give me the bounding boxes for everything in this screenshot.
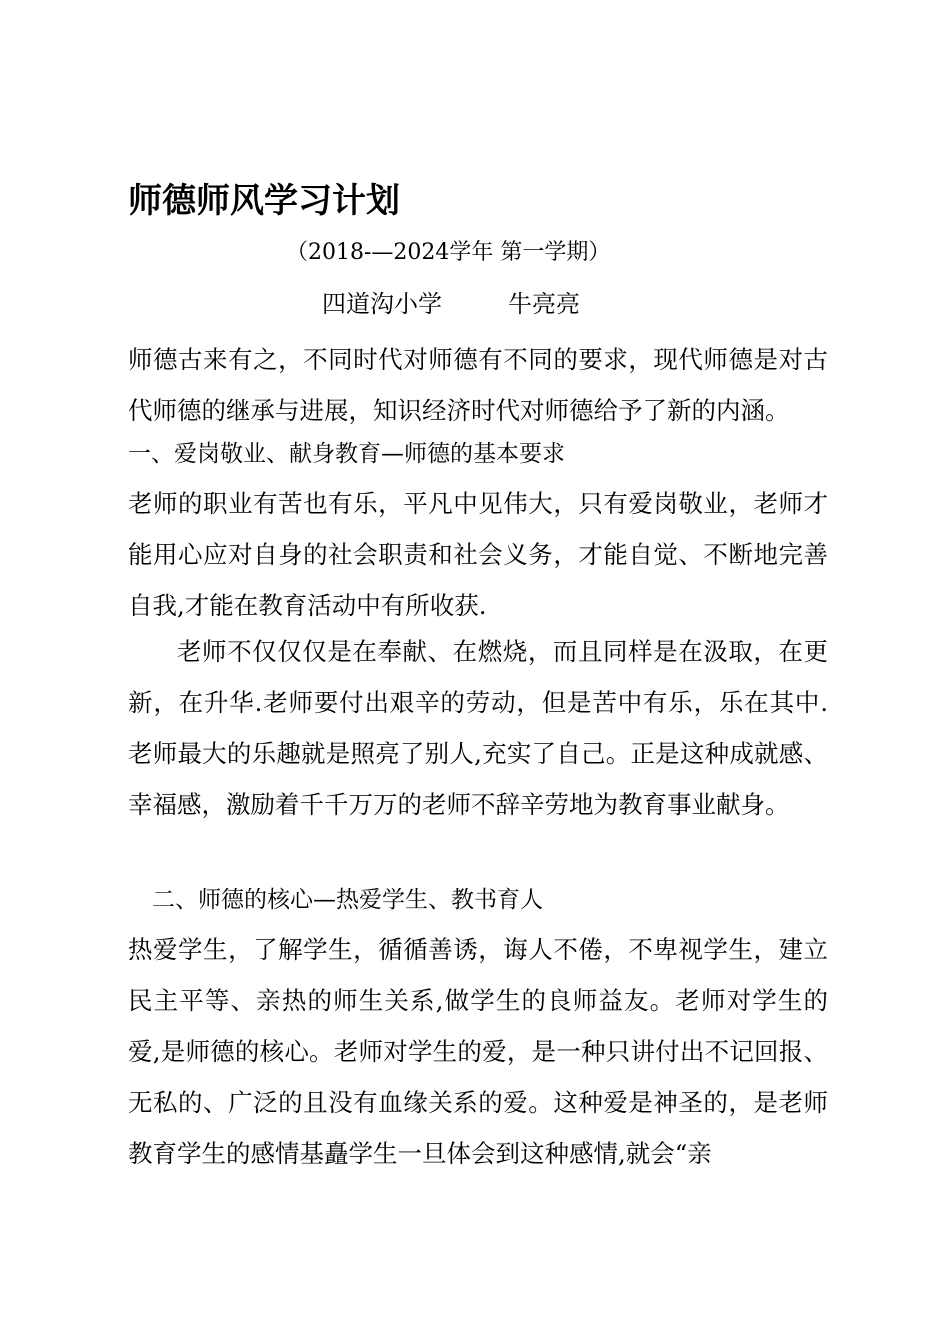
author-name: 牛亮亮: [508, 290, 580, 318]
section-1-heading: 一、爱岗敬业、献身教育—师德的基本要求: [128, 441, 565, 467]
section-2-heading: 二、师德的核心—热爱学生、教书育人: [152, 887, 543, 913]
document-subtitle: （2018-—2024学年 第一学期）: [286, 240, 611, 265]
document-title: 师德师风学习计划: [128, 181, 400, 221]
section-1-paragraph-2: 老师不仅仅仅是在奉献、在燃烧，而且同样是在汲取，在更新，在升华.老师要付出艰辛的劳动，但是苦中有乐，乐在其中.老师最大的乐趣就是照亮了别人,充实了自己。正是这种成就感、幸福感，激励着千千万万的老师不辞辛劳地为教育事业献身。: [128, 637, 828, 819]
intro-paragraph: 师德古来有之，不同时代对师德有不同的要求，现代师德是对古代师德的继承与进展，知识经济时代对师德给予了新的内涵。: [128, 345, 828, 425]
author-line: [322, 286, 580, 322]
section-2-paragraph-1: 热爱学生，了解学生，循循善诱，诲人不倦，不卑视学生，建立民主平等、亲热的师生关系,做学生的良师益友。老师对学生的爱,是师德的核心。老师对学生的爱，是一种只讲付出不记回报、无私的、广泛的且没有血缘关系的爱。这种爱是神圣的，是老师教育学生的感情基矗学生一旦体会到这种感情,就会“亲: [128, 935, 828, 1168]
school-name: 四道沟小学: [322, 290, 442, 318]
section-1-paragraph-1: 老师的职业有苦也有乐，平凡中见伟大，只有爱岗敬业，老师才能用心应对自身的社会职责和社会义务，才能自觉、不断地完善自我,才能在教育活动中有所收获.: [128, 489, 828, 620]
